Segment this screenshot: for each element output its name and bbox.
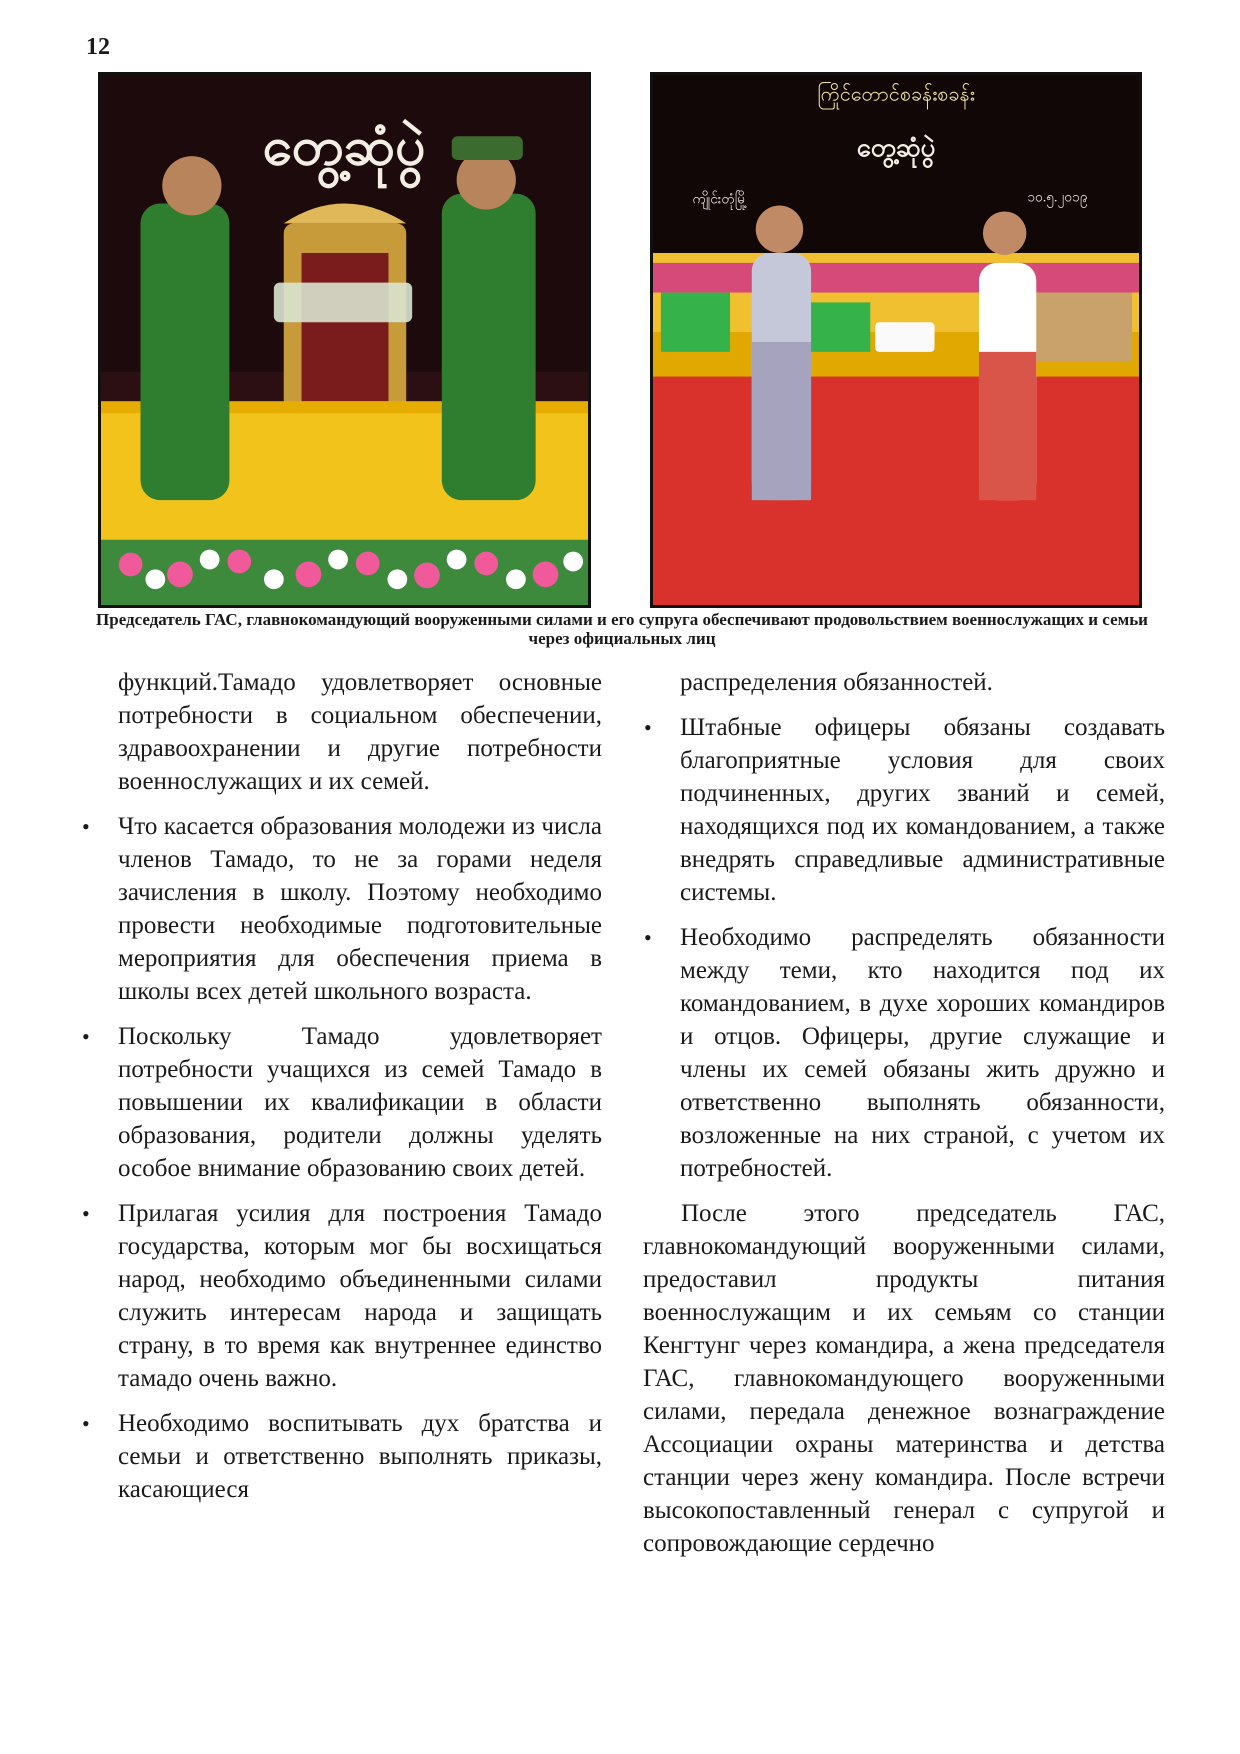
photo-officers-illustration — [101, 75, 588, 605]
left-column — [118, 666, 602, 1518]
banner-text-left: တွေ့ဆုံပွဲ — [262, 115, 426, 176]
banner-text-right: တွေ့ဆုံပွဲ — [856, 133, 936, 163]
right-body-paragraph: После этого председатель ГАС, главнокомандующий вооруженными силами, предоставил продукты питания военнослужащим и их семьям со станции Кенгтунг через командира, а жена председателя ГАС, главнокомандующего вооруженными силами, передала денежное вознаграждение Ассоциации охраны материнства и детства станции через жену командира. После встречи высокопоставленный генерал с супругой и сопровождающие сердечно — [643, 1200, 1165, 1557]
left-bullet-list — [118, 810, 602, 1506]
sign-date-right: ၁၀.၅.၂၀၁၉ — [1027, 189, 1088, 205]
sign-location-right: ကျိုင်းတုံမြို့ — [692, 191, 748, 207]
banner-top-right: ကြိုင်တောင်စခန်းစခန်း — [817, 83, 975, 106]
page-number: 12 — [86, 34, 110, 60]
list-item: • Необходимо распределять обязанности между теми, кто находится под их командованием, в духе хороших командиров и отцов. Офицеры, другие служащие и члены их семей обязаны жить дружно и ответственно выполнять обязанности, возложенные на них страной, с учетом их потребностей. — [680, 921, 1165, 1185]
list-item: • Штабные офицеры обязаны создавать благоприятные условия для своих подчиненных, других званий и семей, находящихся под их командованием, а также внедрять справедливые административные системы. — [680, 711, 1165, 909]
right-intro-paragraph: распределения обязанностей. — [680, 669, 993, 696]
left-intro-paragraph: функций.Тамадо удовлетворяет основные потребности в социальном обеспечении, здравоохранении и другие потребности военнослужащих и их семей. — [118, 669, 602, 795]
photo-caption: Председатель ГАС, главнокомандующий вооруженными силами и его супруга обеспечивают продовольствием военнослужащих и семьи через официальных лиц — [96, 610, 1148, 648]
photo-ceremony-spouses — [650, 72, 1142, 608]
list-item: • Поскольку Тамадо удовлетворяет потребности учащихся из семей Тамадо в повышении их квалификации в области образования, родители должны уделять особое внимание образованию своих детей. — [118, 1020, 602, 1185]
right-column — [643, 666, 1165, 1560]
right-bullet-list — [643, 711, 1165, 1185]
photo-ceremony-officers — [98, 72, 591, 608]
list-item: • Что касается образования молодежи из числа членов Тамадо, то не за горами неделя зачисления в школу. Поэтому необходимо провести необходимые подготовительные мероприятия для обеспечения приема в школы всех детей школьного возраста. — [118, 810, 602, 1008]
photo-spouses-illustration — [653, 75, 1139, 605]
list-item: • Прилагая усилия для построения Тамадо государства, которым мог бы восхищаться народ, необходимо объединенными силами служить интересам народа и защищать страну, в то время как внутреннее единство тамадо очень важно. — [118, 1197, 602, 1395]
list-item: • Необходимо воспитывать дух братства и семьи и ответственно выполнять приказы, касающиеся — [118, 1407, 602, 1506]
